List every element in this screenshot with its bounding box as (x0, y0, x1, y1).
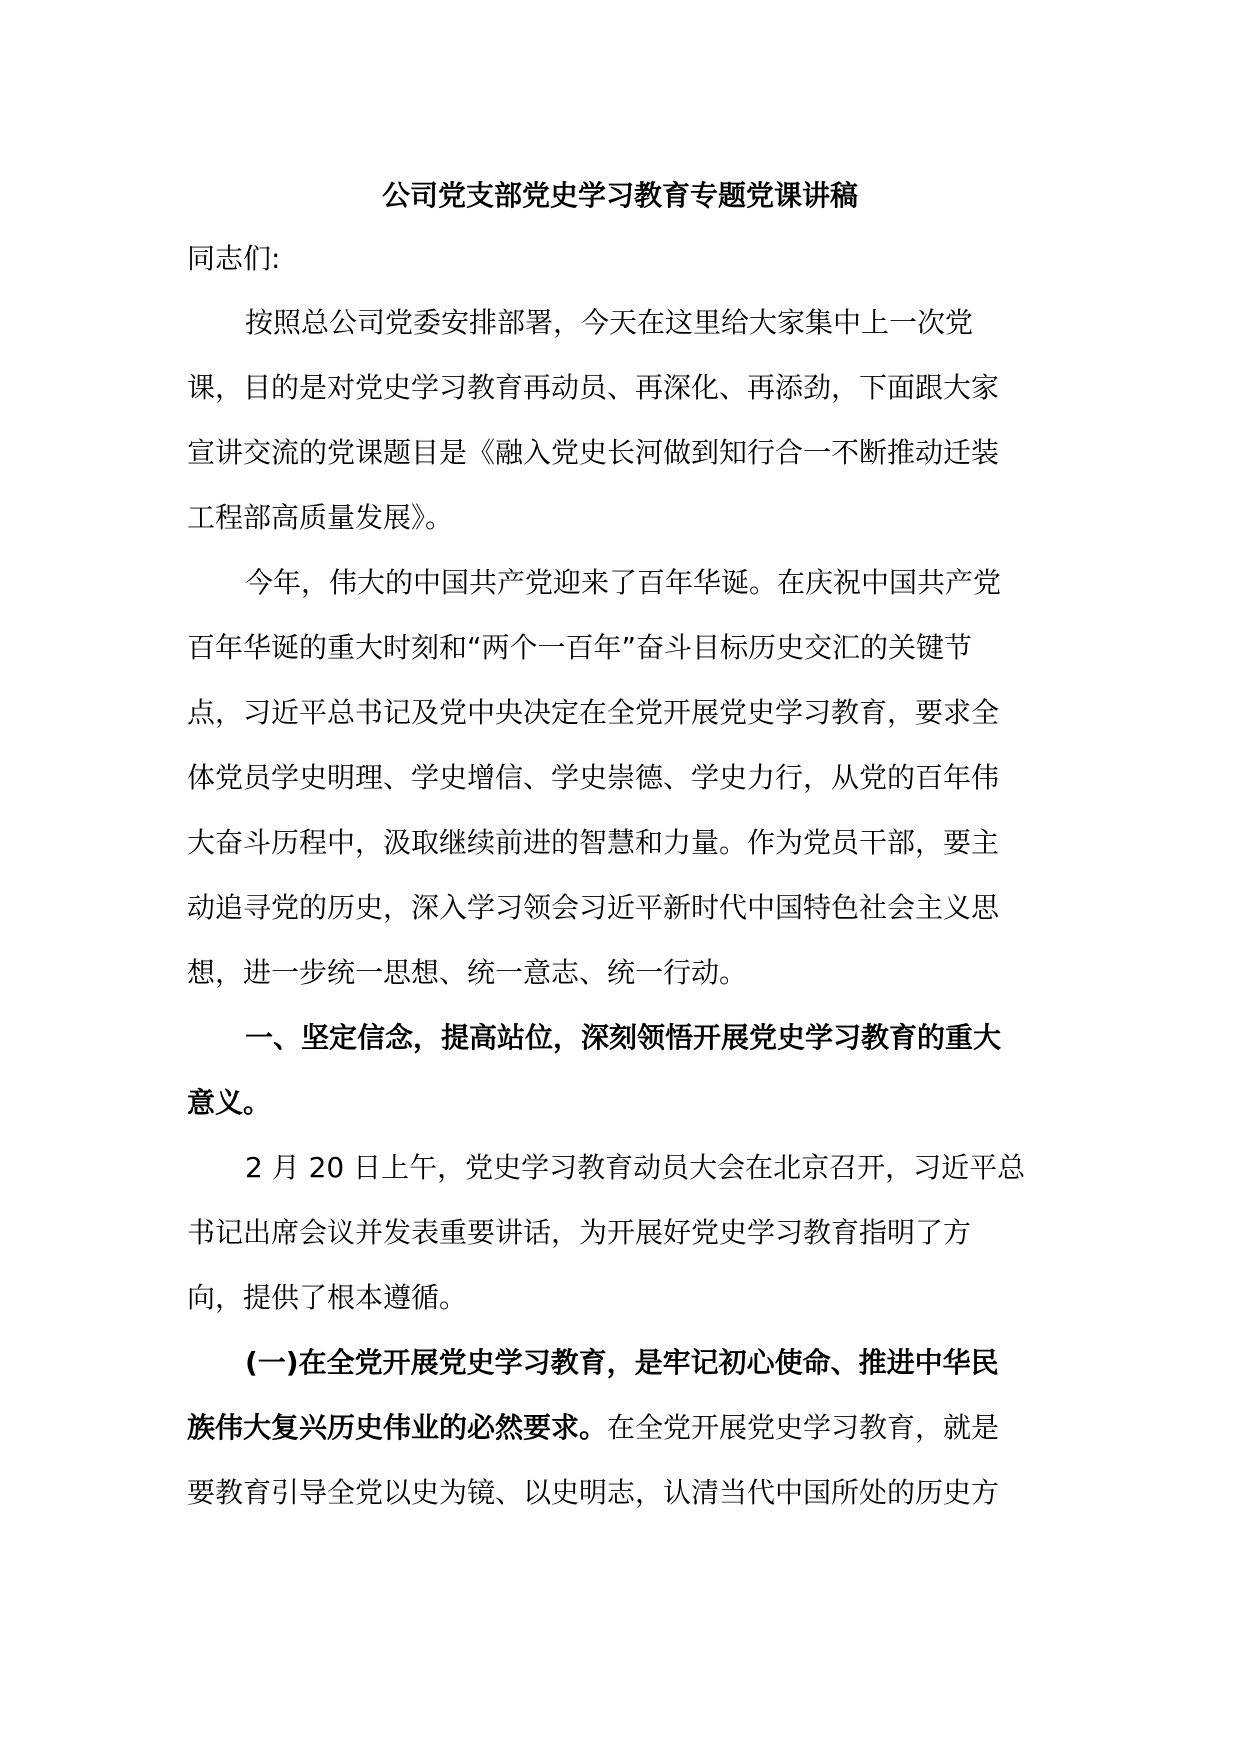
paragraph-4-text: 在全党开展党史学习教育，就是 (607, 1411, 1000, 1444)
paragraph-3-line: 向，提供了根本遵循。 (187, 1281, 468, 1314)
paragraph-1-line: 工程部高质量发展》。 (187, 501, 454, 534)
paragraph-3-line: 2 月 20 日上午，党史学习教育动员大会在北京召开，习近平总 (245, 1151, 1026, 1184)
section-heading-1 (187, 1005, 1087, 1135)
paragraph-1-line: 课，目的是对党史学习教育再动员、再深化、再添劲，下面跟大家 (187, 371, 1000, 404)
subsection-heading-1-continued: 族伟大复兴历史伟业的必然要求。 (187, 1411, 608, 1444)
paragraph-2-line: 体党员学史明理、学史增信、学史崇德、学史力行，从党的百年伟 (187, 761, 1000, 794)
document-title: 公司党支部党史学习教育专题党课讲稿 (381, 179, 858, 212)
paragraph-2-line: 今年，伟大的中国共产党迎来了百年华诞。在庆祝中国共产党 (245, 566, 1002, 599)
paragraph-4-line (187, 1395, 1087, 1460)
paragraph-1-line: 宣讲交流的党课题目是《融入党史长河做到知行合一不断推动迁装 (187, 436, 1000, 469)
paragraph-2-line: 动追寻党的历史，深入学习领会习近平新时代中国特色社会主义思 (187, 891, 1000, 924)
greeting-line: 同志们: (187, 242, 281, 275)
paragraph-1 (187, 290, 1087, 550)
paragraph-1-line: 按照总公司党委安排部署，今天在这里给大家集中上一次党 (245, 306, 974, 339)
subsection-heading-1: (一)在全党开展党史学习教育，是牢记初心使命、推进中华民 (245, 1346, 999, 1379)
paragraph-4 (187, 1330, 1087, 1525)
paragraph-3-line: 书记出席会议并发表重要讲话，为开展好党史学习教育指明了方 (187, 1216, 972, 1249)
paragraph-4-line: 要教育引导全党以史为镜、以史明志，认清当代中国所处的历史方 (187, 1476, 1000, 1509)
paragraph-2 (187, 550, 1087, 1005)
paragraph-2-line: 想，进一步统一思想、统一意志、统一行动。 (187, 956, 748, 989)
paragraph-2-line: 点，习近平总书记及党中央决定在全党开展党史学习教育，要求全 (187, 696, 1000, 729)
paragraph-2-line: 大奋斗历程中，汲取继续前进的智慧和力量。作为党员干部，要主 (187, 826, 1000, 859)
section-heading-1-line: 意义。 (187, 1086, 272, 1119)
section-heading-1-line: 一、坚定信念，提高站位，深刻领悟开展党史学习教育的重大 (245, 1021, 1002, 1054)
greeting (187, 226, 1087, 291)
paragraph-2-line: 百年华诞的重大时刻和“两个一百年”奋斗目标历史交汇的关键节 (187, 631, 973, 664)
paragraph-3 (187, 1135, 1087, 1330)
